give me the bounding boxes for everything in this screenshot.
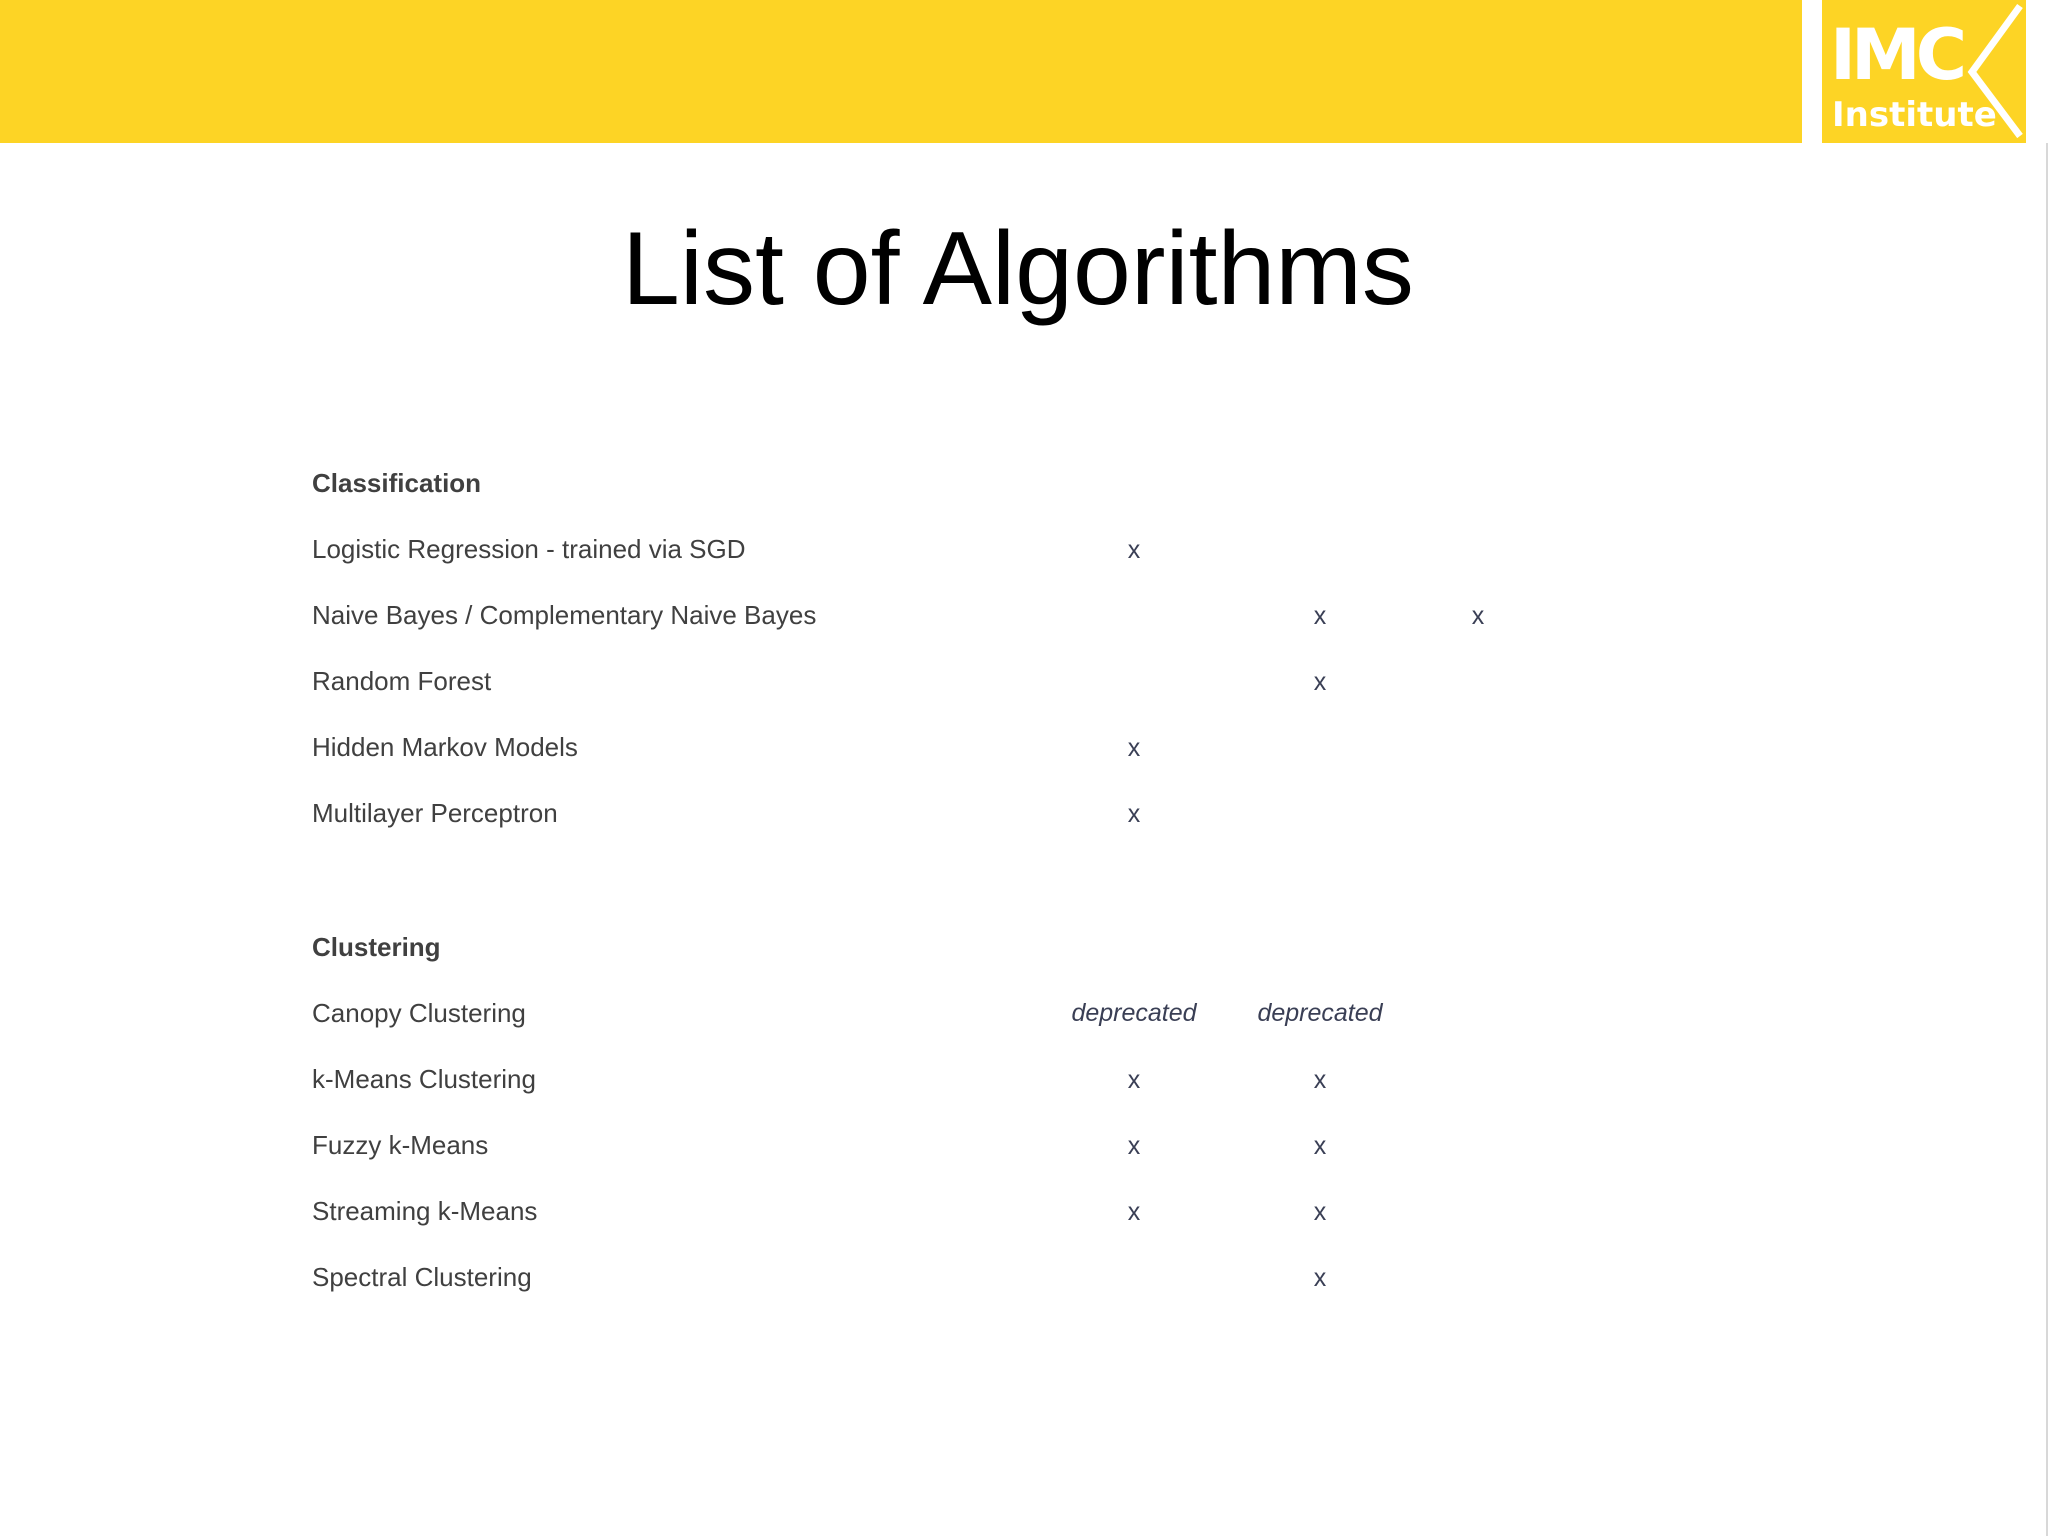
row-label: Streaming k-Means <box>312 1196 538 1226</box>
row-mark: x <box>1127 536 1141 564</box>
section-heading-clustering: Clustering <box>312 932 441 962</box>
page-title: List of Algorithms <box>622 211 1414 327</box>
row-mark: x <box>1127 734 1141 762</box>
row-mark: x <box>1471 602 1485 630</box>
row-label: Hidden Markov Models <box>312 732 578 762</box>
row-mark: deprecated <box>1071 999 1197 1027</box>
section-heading-classification: Classification <box>312 468 482 498</box>
row-mark: x <box>1313 1066 1327 1094</box>
row-label: Naive Bayes / Complementary Naive Bayes <box>312 600 817 630</box>
row-label: Canopy Clustering <box>312 998 526 1028</box>
row-label: Logistic Regression - trained via SGD <box>312 534 746 564</box>
row-label: Multilayer Perceptron <box>312 798 558 828</box>
row-mark: x <box>1127 1198 1141 1226</box>
row-label: Fuzzy k-Means <box>312 1130 489 1160</box>
row-label: Spectral Clustering <box>312 1262 532 1292</box>
row-label: k-Means Clustering <box>312 1064 536 1094</box>
row-mark: x <box>1313 668 1327 696</box>
row-label: Random Forest <box>312 666 492 696</box>
row-mark: x <box>1127 1066 1141 1094</box>
row-mark: x <box>1313 1198 1327 1226</box>
row-mark: x <box>1127 1132 1141 1160</box>
row-mark: x <box>1313 1132 1327 1160</box>
row-mark: x <box>1313 1264 1327 1292</box>
row-mark: deprecated <box>1257 999 1383 1027</box>
header-bar <box>0 0 1802 143</box>
imc-institute-logo <box>1822 0 2026 143</box>
logo-sub-text: Institute <box>1832 95 1997 135</box>
row-mark: x <box>1127 800 1141 828</box>
logo-brand-text: IMC <box>1830 14 1963 96</box>
row-mark: x <box>1313 602 1327 630</box>
